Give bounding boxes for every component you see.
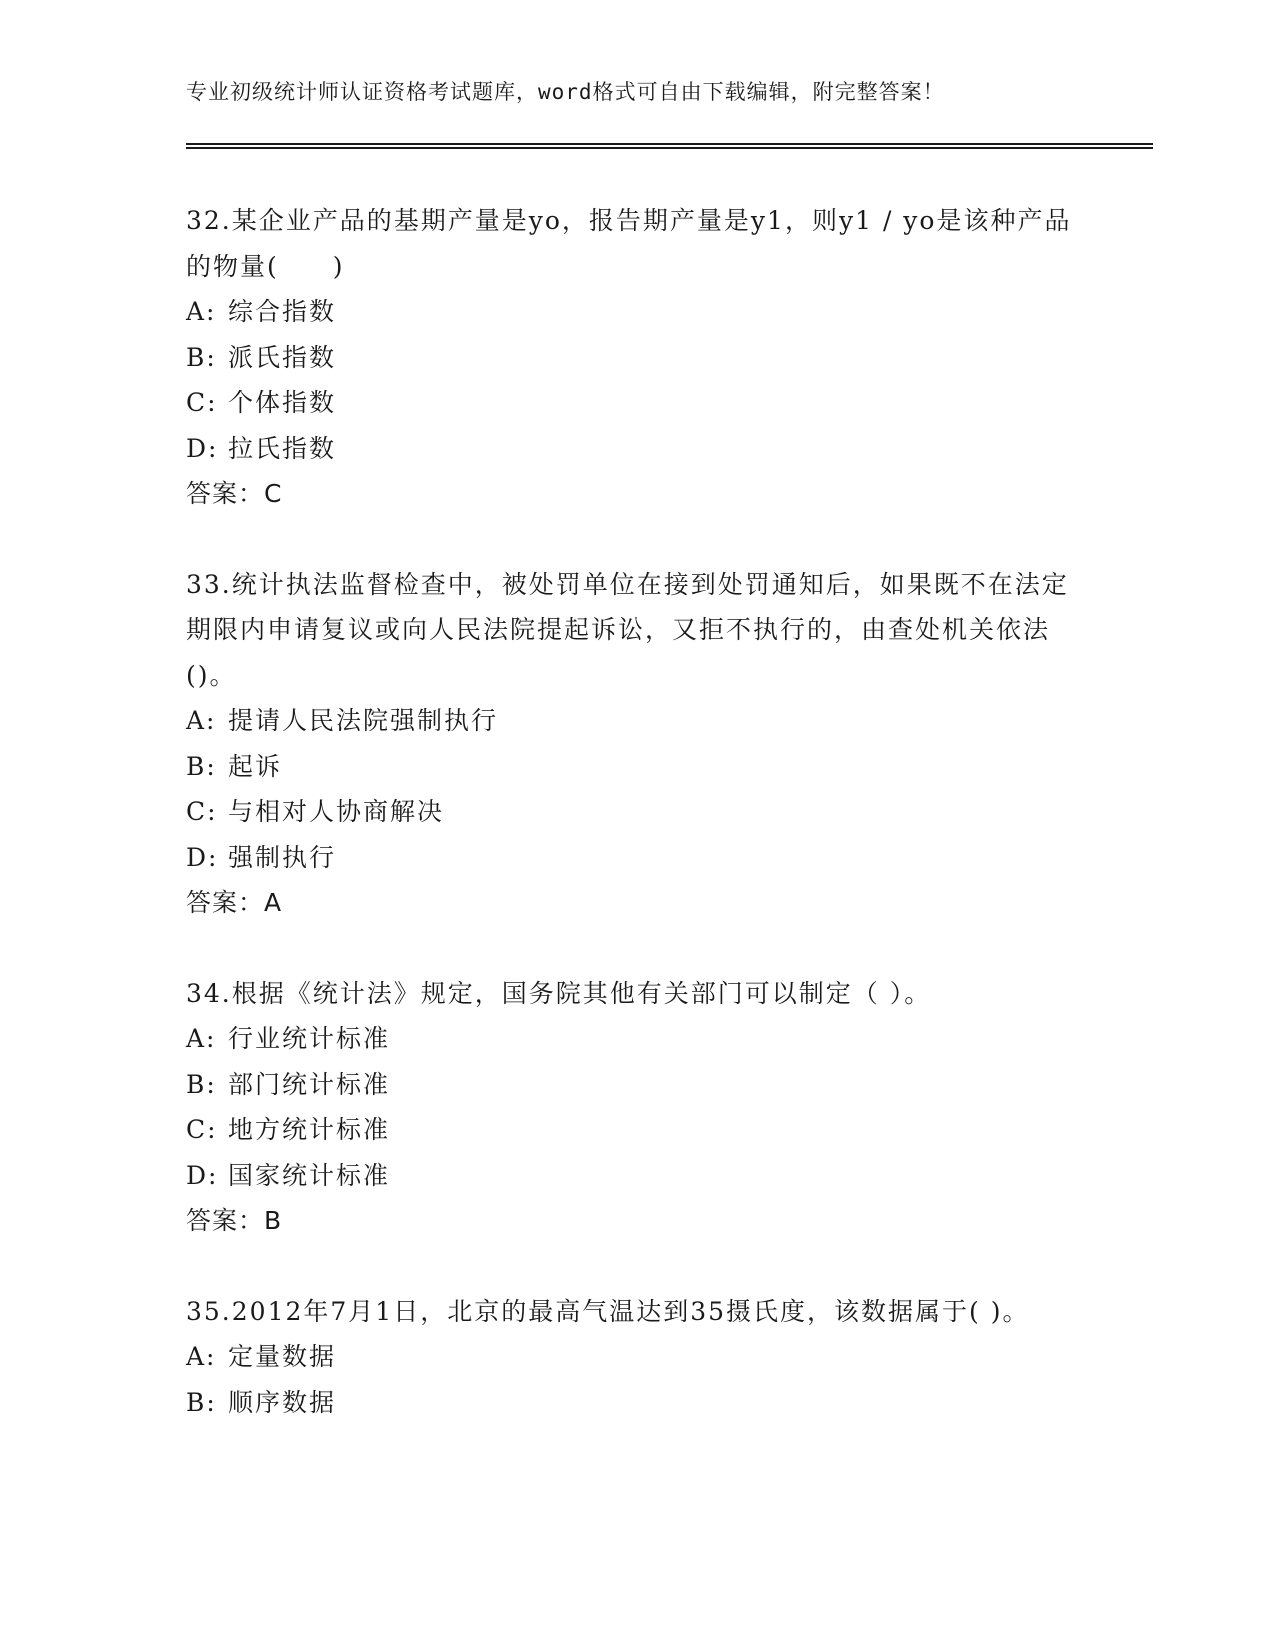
option-a: [186, 289, 1086, 335]
option-text: 提请人民法院强制执行: [228, 706, 499, 735]
option-text: 与相对人协商解决: [228, 797, 445, 826]
answer-line: 答案：C: [186, 479, 283, 508]
option-d: [186, 835, 1086, 881]
option-a: [186, 1016, 1086, 1062]
question-stem: 33.统计执法监督检查中，被处罚单位在接到处罚通知后，如果既不在法定期限内申请复议或向人民法院提起诉讼，又拒不执行的，由查处机关依法()。: [186, 569, 1069, 690]
option-b: [186, 335, 1086, 381]
option-a: [186, 1334, 1086, 1380]
option-d: [186, 1153, 1086, 1199]
question-32: [186, 198, 1086, 517]
option-letter: C:: [186, 797, 218, 826]
option-text: 行业统计标准: [228, 1024, 391, 1053]
option-c: [186, 789, 1086, 835]
option-text: 顺序数据: [228, 1387, 337, 1417]
option-text: 个体指数: [228, 388, 337, 417]
option-letter: B:: [186, 751, 217, 781]
question-stem: 32.某企业产品的基期产量是yo，报告期产量是y1，则y1 / yo是该种产品的物量( ): [186, 206, 1072, 281]
answer-line: 答案：A: [186, 888, 283, 917]
option-letter: C:: [186, 1115, 218, 1144]
question-stem: 35.2012年7月1日，北京的最高气温达到35摄氏度，该数据属于( )。: [186, 1296, 1030, 1326]
option-c: [186, 380, 1086, 426]
option-letter: A:: [186, 1342, 217, 1371]
option-text: 强制执行: [228, 842, 337, 872]
option-letter: A:: [186, 706, 217, 735]
question-stem: 34.根据《统计法》规定，国务院其他有关部门可以制定（ ）。: [186, 978, 932, 1008]
answer-line: 答案：B: [186, 1206, 283, 1235]
option-letter: A:: [186, 1024, 217, 1053]
option-letter: B:: [186, 1387, 217, 1417]
option-c: [186, 1107, 1086, 1153]
option-letter: C:: [186, 388, 218, 417]
option-text: 拉氏指数: [228, 433, 337, 463]
question-33: [186, 562, 1086, 926]
question-list: [186, 198, 1086, 1470]
option-text: 起诉: [228, 751, 283, 781]
option-a: [186, 698, 1086, 744]
option-b: [186, 1062, 1086, 1108]
question-35: [186, 1289, 1086, 1426]
option-letter: B:: [186, 342, 217, 372]
option-b: [186, 744, 1086, 790]
option-letter: B:: [186, 1069, 217, 1099]
option-letter: D:: [186, 1160, 219, 1190]
option-letter: A:: [186, 297, 217, 326]
option-text: 定量数据: [228, 1342, 337, 1371]
option-text: 地方统计标准: [228, 1115, 391, 1144]
option-d: [186, 426, 1086, 472]
option-letter: D:: [186, 842, 219, 872]
option-b: [186, 1380, 1086, 1426]
option-text: 国家统计标准: [228, 1160, 391, 1190]
option-letter: D:: [186, 433, 219, 463]
option-text: 派氏指数: [228, 342, 337, 372]
option-text: 综合指数: [228, 297, 337, 326]
question-34: [186, 971, 1086, 1244]
option-text: 部门统计标准: [228, 1069, 391, 1099]
page-header: 专业初级统计师认证资格考试题库，word格式可自由下载编辑，附完整答案！: [186, 80, 945, 104]
header-divider: [186, 143, 1153, 149]
